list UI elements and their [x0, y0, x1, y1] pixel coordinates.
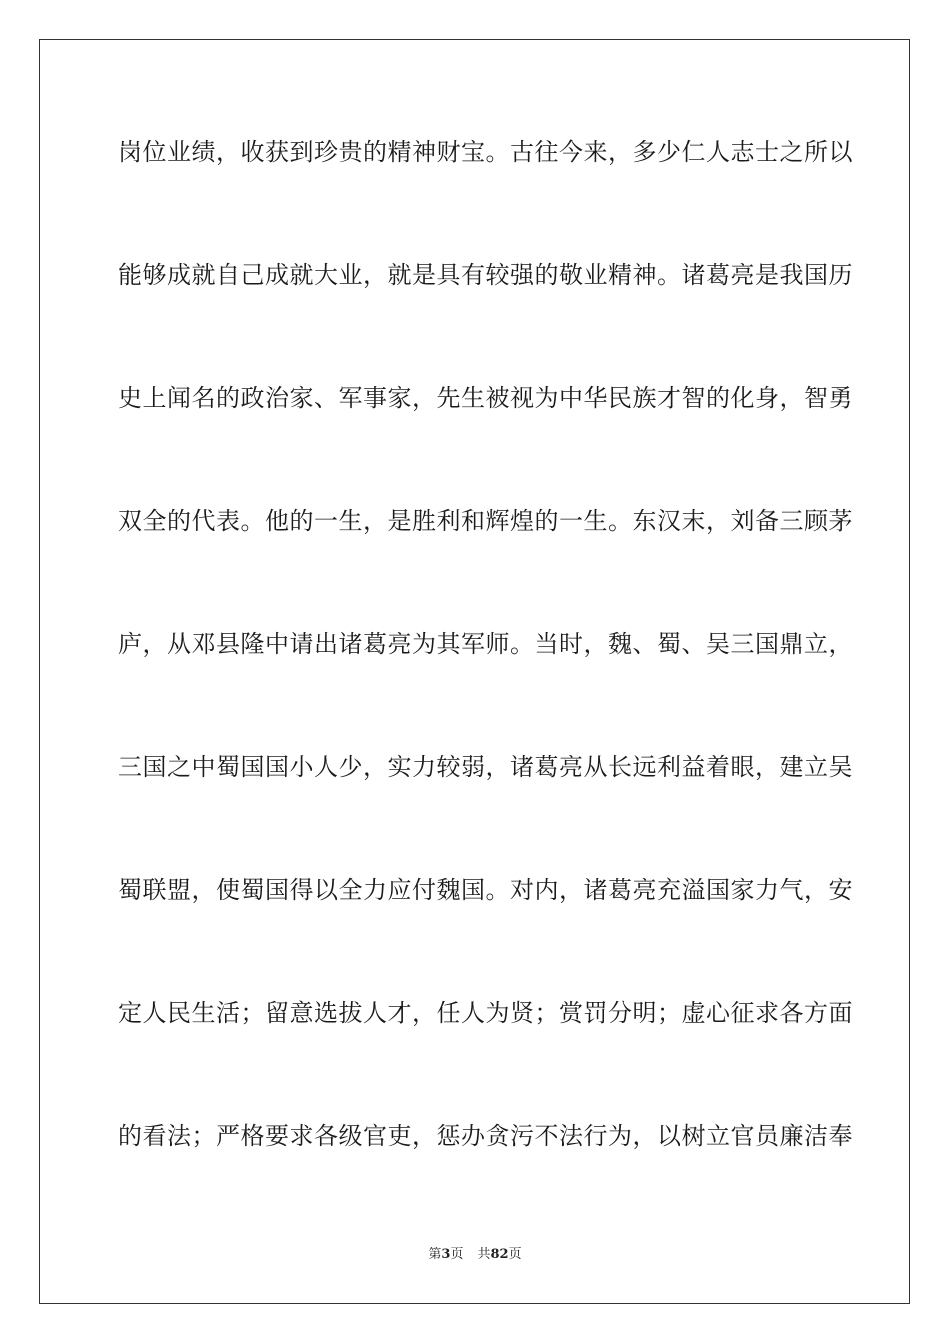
page-number-label: 第3页 [428, 1247, 464, 1262]
body-text-line: 蜀联盟，使蜀国得以全力应付魏国。对内，诸葛亮充溢国家力气，安 [118, 876, 853, 904]
body-text-line: 三国之中蜀国国小人少，实力较弱，诸葛亮从长远利益着眼，建立吴 [118, 753, 853, 781]
body-text-line: 庐，从邓县隆中请出诸葛亮为其军师。当时，魏、蜀、吴三国鼎立， [118, 630, 853, 658]
total-pages-label: 共82页 [477, 1247, 522, 1262]
body-text-line: 双全的代表。他的一生，是胜利和辉煌的一生。东汉末，刘备三顾茅 [118, 507, 853, 535]
body-text-line: 的看法；严格要求各级官吏，惩办贪污不法行为，以树立官员廉洁奉 [118, 1122, 853, 1150]
current-page-number: 3 [441, 1247, 451, 1262]
body-text-line: 能够成就自己成就大业，就是具有较强的敬业精神。诸葛亮是我国历 [118, 261, 853, 289]
body-text-line: 岗位业绩，收获到珍贵的精神财宝。古往今来，多少仁人志士之所以 [118, 138, 853, 166]
body-text-line: 史上闻名的政治家、军事家，先生被视为中华民族才智的化身，智勇 [118, 384, 853, 412]
page-footer [0, 1246, 950, 1264]
page-border [39, 39, 910, 1304]
body-text-line: 定人民生活；留意选拔人才，任人为贤；赏罚分明；虚心征求各方面 [118, 999, 853, 1027]
total-pages-number: 82 [490, 1247, 509, 1262]
